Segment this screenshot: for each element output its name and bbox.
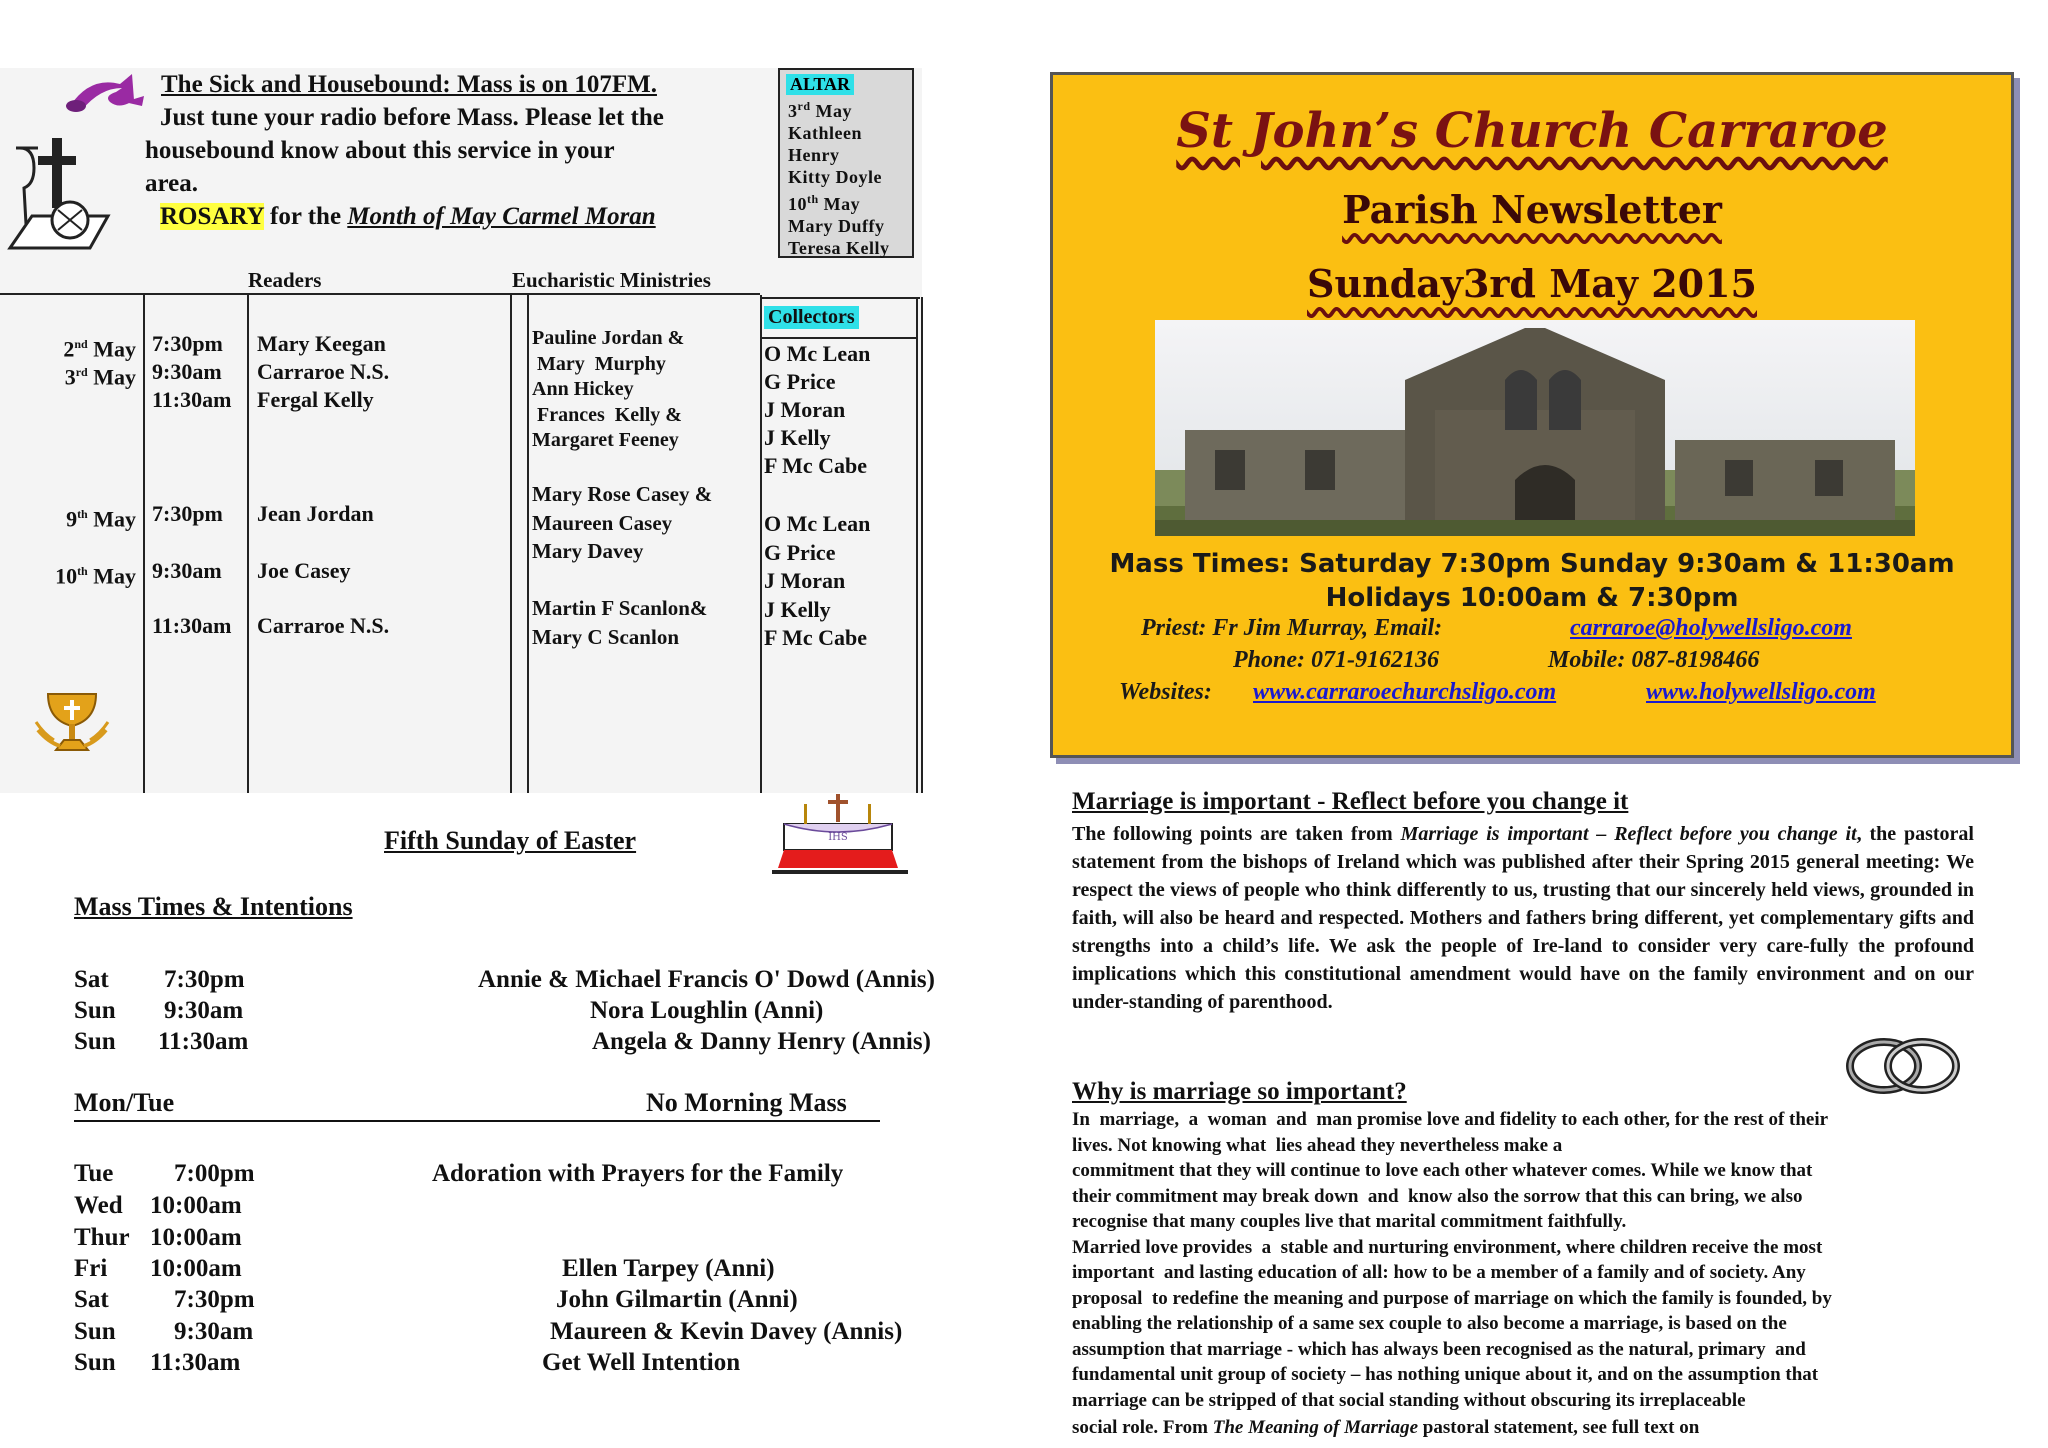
collector-name: G Price <box>764 539 836 565</box>
rosary-line <box>160 200 656 233</box>
reader-name: Jean Jordan <box>257 501 374 526</box>
svg-text:IHS: IHS <box>828 832 848 843</box>
website-link-1[interactable]: www.carraroechurchsligo.com <box>1253 679 1557 705</box>
mass-time: 7:30pm <box>164 966 245 993</box>
article-2-heading: Why is marriage so important? <box>1072 1078 1407 1105</box>
article-2-line: recognise that many couples live that marital commitment faithfully. <box>1072 1211 1627 1232</box>
cover-panel <box>1050 72 2014 758</box>
article-1-body <box>1072 820 1974 1016</box>
mass-day: Sun <box>74 1349 116 1376</box>
article-2-line: their commitment may break down and know also the sorrow that this can bring, we also <box>1072 1185 1803 1207</box>
websites-label: Websites: <box>1119 679 1212 705</box>
church-photo <box>1155 320 1915 536</box>
mass-day: Sat <box>74 1286 109 1313</box>
article-1-title-italic: Marriage is important – Reflect before you change it <box>1400 823 1857 845</box>
collectors-group-2 <box>764 510 870 653</box>
article-2-line: proposal to redefine the meaning and purpose of marriage on which the family is founded, by <box>1072 1287 1832 1309</box>
mass-intention: Nora Loughlin (Anni) <box>590 997 824 1024</box>
email-link[interactable]: carraroe@holywellsligo.com <box>1570 615 1852 641</box>
mass-day: Sun <box>74 1028 116 1055</box>
mass-day: Sun <box>74 1318 116 1345</box>
altar-line: Henry <box>788 145 840 165</box>
minister-name: Mary Murphy <box>532 352 666 375</box>
eucharistic-heading: Eucharistic Ministries <box>512 268 711 292</box>
rota-time: 7:30pm <box>152 331 223 356</box>
mass-time: 11:30am <box>150 1349 241 1376</box>
article-2-last-post: pastoral statement, see full text on <box>1418 1417 1700 1438</box>
collector-name: F Mc Cabe <box>764 453 868 478</box>
altar-date <box>788 95 912 122</box>
mass-intention: Adoration with Prayers for the Family <box>432 1160 844 1187</box>
reader-name: Carraroe N.S. <box>257 613 390 638</box>
altar-date-month: May <box>818 194 861 214</box>
sick-line-3: area. <box>145 170 198 197</box>
mass-time: 9:30am <box>164 997 244 1024</box>
newsletter-subtitle: Parish Newsletter <box>1342 187 1722 232</box>
article-2-last-line <box>1072 1415 1699 1441</box>
altar-date <box>788 188 912 215</box>
wedding-rings-icon <box>1840 1030 1966 1100</box>
mass-time: 11:30am <box>158 1028 249 1055</box>
rosary-label: ROSARY <box>160 203 264 230</box>
montue-row <box>74 1088 880 1122</box>
reader-name: Joe Casey <box>257 558 351 583</box>
article-2-line: lives. Not knowing what lies ahead they nevertheless make a <box>1072 1134 1563 1156</box>
date-3-may: 3rd May <box>64 364 136 390</box>
mass-day: Fri <box>74 1255 108 1282</box>
mass-time: 7:00pm <box>174 1160 255 1187</box>
priest-label: Priest: Fr Jim Murray, Email: <box>1141 615 1443 641</box>
reader-name: Fergal Kelly <box>257 387 374 412</box>
altar-date-sup: rd <box>797 99 811 113</box>
article-2-line: Married love provides a stable and nurturing environment, where children receive the most <box>1072 1236 1823 1258</box>
article-2-last-pre: social role. From <box>1072 1417 1213 1438</box>
article-2-line: important and lasting education of all: how to be a member of a family and of society. Any <box>1072 1262 1806 1283</box>
music-note-icon <box>60 66 146 116</box>
altar-heading: ALTAR <box>786 74 854 95</box>
website-link-2[interactable]: www.holywellsligo.com <box>1646 679 1876 705</box>
altar-date-day: 10 <box>788 194 807 214</box>
collector-name: J Moran <box>764 568 846 593</box>
phone-number: Phone: 071-9162136 <box>1233 647 1439 673</box>
altar-list <box>780 95 912 259</box>
mass-day: Wed <box>74 1192 123 1219</box>
date-2-may: 2nd May <box>63 336 136 362</box>
mass-day: Tue <box>74 1160 114 1187</box>
altar-date-month: May <box>810 101 852 121</box>
gold-chalice-icon <box>34 690 110 760</box>
minister-name: Ann Hickey <box>532 378 634 400</box>
mass-day: Sat <box>74 966 109 993</box>
article-2-line: marriage can be stripped of that social standing without obscuring its irreplaceable <box>1072 1389 1746 1411</box>
mass-intentions-heading: Mass Times & Intentions <box>74 892 353 921</box>
reader-name: Carraroe N.S. <box>257 359 390 384</box>
sick-line-2: housebound know about this service in your <box>145 137 615 164</box>
altar-line: Kitty Doyle <box>788 167 882 187</box>
article-2-line: assumption that marriage - which has always been recognised as the natural, primary and <box>1072 1338 1806 1360</box>
minister-name: Frances Kelly & <box>532 403 682 426</box>
sick-heading: The Sick and Housebound: Mass is on 107FM. <box>161 71 657 98</box>
rota-time: 9:30am <box>152 558 222 583</box>
article-2-body <box>1072 1107 1982 1413</box>
chalice-cross-icon <box>4 128 114 253</box>
collector-name: J Kelly <box>764 425 831 450</box>
article-2-last-italic: The Meaning of Marriage <box>1212 1417 1419 1438</box>
mass-intention: John Gilmartin (Anni) <box>556 1286 798 1313</box>
newsletter-date: Sunday3rd May 2015 <box>1307 261 1757 306</box>
mass-time: 9:30am <box>174 1318 254 1345</box>
reader-name: Mary Keegan <box>257 331 386 356</box>
altar-line: Mary Duffy <box>788 216 885 236</box>
article-1-intro: The following points are taken from <box>1072 823 1401 845</box>
article-2-line: enabling the relationship of a same sex couple to also become a marriage, is based on the <box>1072 1313 1787 1334</box>
collector-name: O Mc Lean <box>764 511 871 536</box>
mass-intention: Annie & Michael Francis O' Dowd (Annis) <box>478 966 935 993</box>
mass-intention: Maureen & Kevin Davey (Annis) <box>550 1318 903 1345</box>
minister-name: Margaret Feeney <box>532 429 679 451</box>
ministers-group-3 <box>532 594 707 651</box>
minister-name: Martin F Scanlon& <box>532 596 708 620</box>
collector-name: J Kelly <box>764 596 831 622</box>
article-2-line: commitment that they will continue to love each other whatever comes. While we know that <box>1072 1160 1813 1181</box>
ministers-group-1 <box>532 326 684 454</box>
mass-day: Sun <box>74 997 116 1024</box>
easter-heading: Fifth Sunday of Easter <box>384 826 637 855</box>
altar-line: Teresa Kelly <box>788 238 890 258</box>
cover-holidays: Holidays 10:00am & 7:30pm <box>1325 583 1739 613</box>
mobile-number: Mobile: 087-8198466 <box>1548 647 1760 673</box>
article-2-line: In marriage, a woman and man promise love and fidelity to each other, for the rest of their <box>1072 1109 1829 1130</box>
mass-intention: Get Well Intention <box>542 1349 741 1376</box>
sick-line-1: Just tune your radio before Mass. Please let the <box>160 104 664 131</box>
article-1-text: , the pastoral statement from the bishops of Ireland which was published after their Spring 2015 general meeting: We respect the views of people who think differently to us, trusting that our sincerely held views, grounded in faith, will also be heard and respected. Mothers and fathers bring different, yet complementary gifts and strengths into a child’s life. We ask the people of Ire-land to consider very care-fully the profound implications which this constitutional amendment would have on the family environment and on our under-standing of parenthood. <box>1072 823 1974 1013</box>
article-2-line: fundamental unit group of society – has nothing unique about it, and on the assumption that <box>1072 1364 1819 1385</box>
minister-name: Maureen Casey <box>532 510 673 535</box>
rosary-text: for the <box>263 203 348 230</box>
mass-time: 10:00am <box>150 1255 242 1282</box>
mass-time: 10:00am <box>150 1192 242 1219</box>
church-title: St John’s Church Carraroe <box>1176 103 1888 159</box>
mass-intention: Ellen Tarpey (Anni) <box>562 1255 775 1282</box>
collectors-group-1 <box>764 340 870 480</box>
altar-line: Kathleen <box>788 123 862 143</box>
altar-date-sup: th <box>807 192 819 206</box>
minister-name: Mary Rose Casey & <box>532 482 713 506</box>
mass-intention: Angela & Danny Henry (Annis) <box>592 1028 931 1055</box>
rota-time: 7:30pm <box>152 501 223 526</box>
montue-label: Mon/Tue <box>74 1088 175 1117</box>
montue-text: No Morning Mass <box>646 1088 847 1117</box>
minister-name: Mary C Scanlon <box>532 624 679 649</box>
readers-heading: Readers <box>248 268 322 292</box>
rota-time: 9:30am <box>152 359 222 384</box>
article-1-heading: Marriage is important - Reflect before you change it <box>1072 788 1629 815</box>
cover-mass-times: Mass Times: Saturday 7:30pm Sunday 9:30am & 11:30am <box>1109 549 1955 579</box>
collectors-heading-wrap <box>764 306 859 329</box>
altar-box <box>778 68 914 258</box>
altar-illustration-icon <box>764 790 912 876</box>
collector-name: G Price <box>764 369 836 394</box>
rosary-month: Month of May Carmel Moran <box>347 203 656 230</box>
altar-date-day: 3 <box>788 101 798 121</box>
collector-name: J Moran <box>764 397 846 422</box>
collectors-heading: Collectors <box>764 306 859 329</box>
rota-time: 11:30am <box>152 387 232 412</box>
date-9-may: 9th May <box>66 506 136 532</box>
collector-name: F Mc Cabe <box>764 625 868 650</box>
minister-name: Pauline Jordan & <box>532 327 685 349</box>
ministers-group-2 <box>532 480 712 566</box>
date-10-may: 10th May <box>55 563 136 589</box>
rota-time: 11:30am <box>152 613 232 638</box>
mass-day: Thur <box>74 1224 130 1251</box>
collector-name: O Mc Lean <box>764 341 871 366</box>
minister-name: Mary Davey <box>532 539 644 563</box>
mass-time: 7:30pm <box>174 1286 255 1313</box>
mass-time: 10:00am <box>150 1224 242 1251</box>
